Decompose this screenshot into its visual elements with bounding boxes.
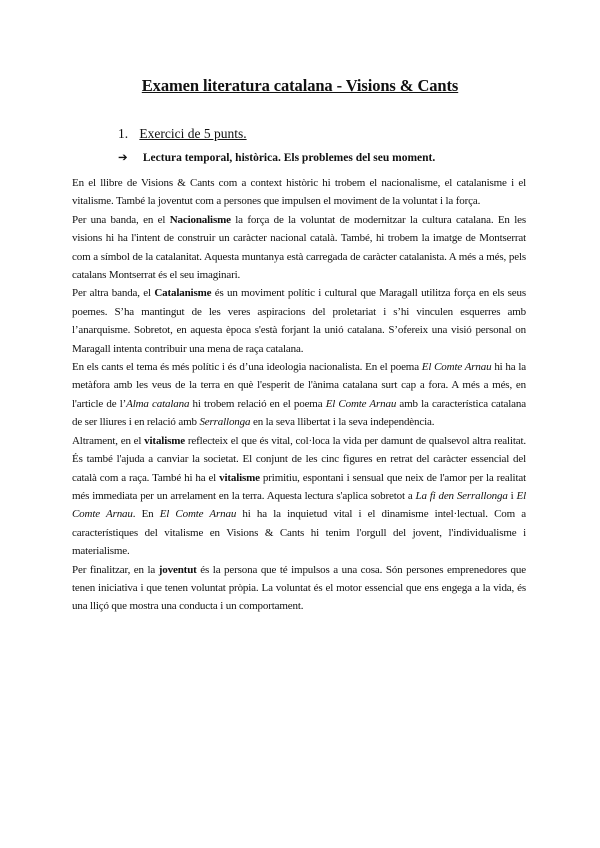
text-run: hi ha la metàfora amb les veus de la terra en què l'esperit de l'ànima catalana surt cap a fora. A més a més, en l'article de l’	[72, 361, 526, 410]
text-run: reflecteix el que és vital, col·loca la vida per damunt de qualsevol altra realitat. És també l'ajuda a canviar la societat. El conjunt de les cinc figures en retrat del caràcter essencial del català com a raça. També hi ha el	[72, 434, 526, 484]
exercise-heading	[118, 126, 247, 142]
bold-term: vitalisme	[219, 471, 260, 484]
text-run: En els cants el tema és més polític i és d’una ideologia nacionalista. En el poema	[72, 361, 422, 374]
paragraph	[72, 561, 526, 616]
page-title: Examen literatura catalana - Visions & Cants	[141, 76, 459, 95]
subpoint-heading	[118, 150, 435, 164]
italic-title: Alma catalana	[126, 397, 190, 410]
text-run: hi trobem relació en el poema	[189, 397, 326, 410]
paragraph	[72, 358, 526, 432]
text-run: En el llibre de Visions & Cants com a context històric hi trobem el nacionalisme, el catalanisme i el vitalisme. També la joventut com a persones que impulsen el moviment de la voluntat i la força.	[72, 177, 526, 208]
italic-title: Serrallonga	[199, 416, 251, 429]
text-run: en la seva llibertat i la seva independència.	[250, 416, 435, 429]
arrow-icon: ➔	[118, 152, 128, 164]
text-run: hi ha la inquietud vital i el dinamisme intel·lectual. Com a característiques del vitalisme en Visions & Cants hi tenim l'orgull del jovent, l'individualisme i materialisme.	[72, 508, 526, 558]
text-run: Per altra banda, el	[72, 287, 155, 300]
italic-title: El Comte Arnau	[325, 397, 397, 410]
text-run: Per una banda, en el	[72, 213, 170, 226]
italic-title: El Comte Arnau	[72, 489, 526, 521]
bold-term: Catalanisme	[154, 287, 212, 300]
text-run: la força de la voluntat de modernitzar la cultura catalana. En les visions hi ha l'intent de construir un caràcter nacional català. També, hi trobem la imatge de Montserrat com a símbol de la catalanitat. Aquesta muntanya està carregada de caràcter catalanista. A més a més, pels catalans Montserrat és el seu imaginari.	[72, 213, 526, 282]
exercise-label: Exercici de 5 punts.	[139, 126, 247, 141]
text-run: . En	[132, 508, 160, 521]
italic-title: El Comte Arnau	[159, 508, 237, 521]
text-run: és la persona que té impulsos a una cosa. Són persones emprenedores que tenen iniciativa i que tenen voluntat pròpia. La voluntat és el motor essencial que ens engega a la vida, és una lliçó que mostra una conducta i un comportament.	[72, 563, 526, 613]
text-run: primitiu, espontani i sensual que neix de l'amor per la realitat més immediata per un arrelament en la terra. Aquesta lectura s'aplica sobretot a	[72, 471, 527, 502]
bold-term: joventut	[158, 563, 197, 576]
subpoint-label: Lectura temporal, històrica. Els problemes del seu moment.	[142, 152, 436, 164]
exercise-number: 1.	[118, 126, 129, 141]
bold-term: Nacionalisme	[169, 213, 231, 226]
paragraph	[72, 211, 526, 285]
paragraph	[72, 174, 526, 211]
text-run: és un moviment polític i cultural que Maragall utilitza força en els seus poemes. S’ha mantingut de les veres aspiracions del proletariat i s’hi vinculen esquerres amb l’anarquisme. Sobretot, en aquesta època s'està forjant la unió catalana. S’ofereix una visió personal on Maragall intenta contribuir una mena de raça catalana.	[72, 287, 526, 355]
text-run: Per finalitzar, en la	[72, 563, 159, 576]
essay-body	[72, 174, 526, 616]
text-run: i	[507, 489, 517, 502]
bold-term: vitalisme	[144, 434, 185, 447]
text-run: Altrament, en el	[72, 434, 145, 447]
paragraph	[72, 284, 526, 358]
italic-title: El Comte Arnau	[421, 361, 492, 374]
paragraph	[72, 432, 526, 561]
italic-title: La fi den Serrallonga	[415, 489, 508, 502]
text-run: amb la característica catalana de ser lliures i en relació amb	[72, 397, 526, 429]
